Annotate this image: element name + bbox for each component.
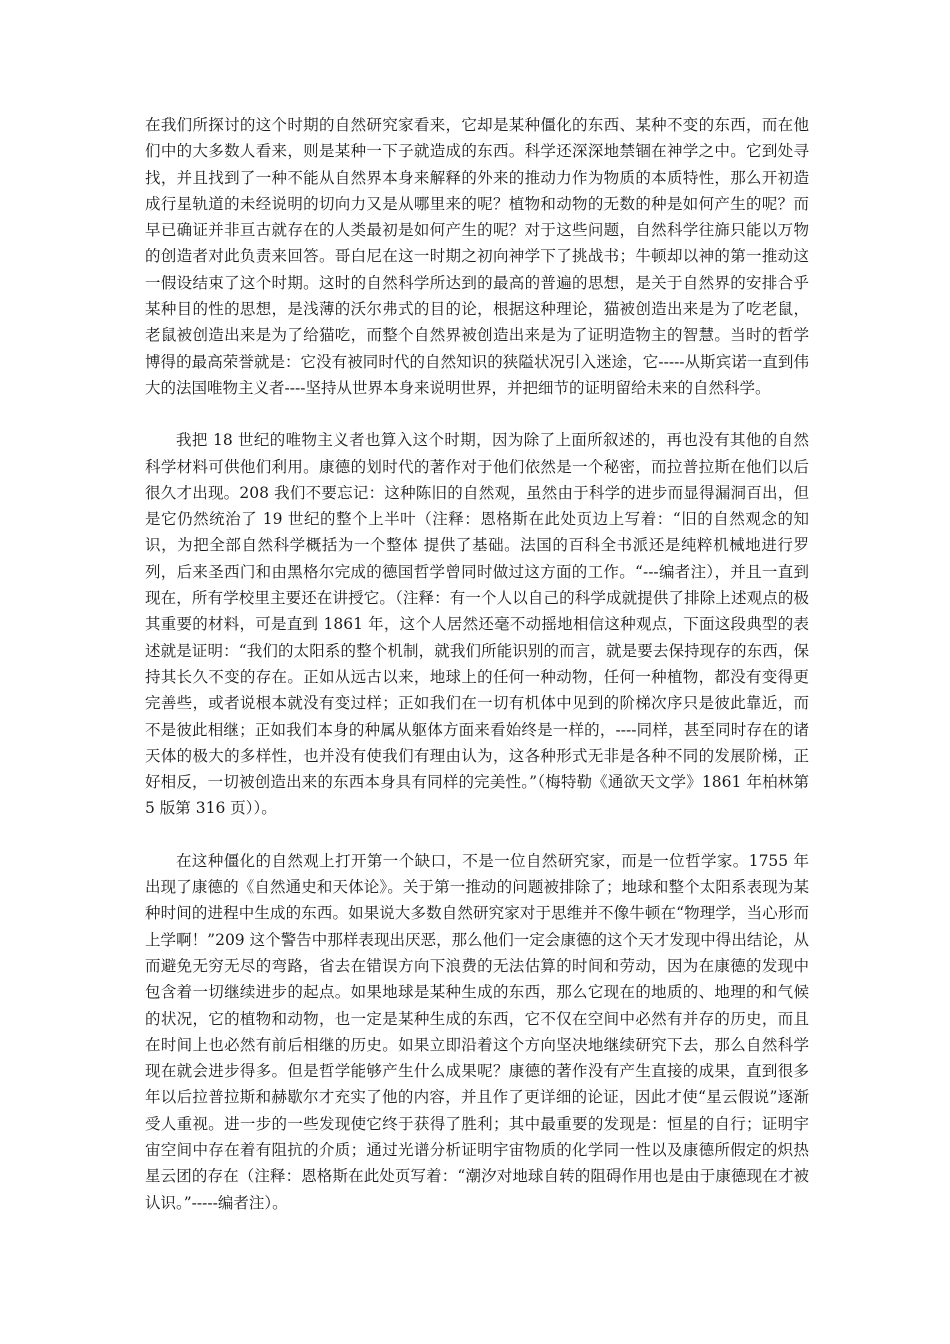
document-page xyxy=(145,112,809,1216)
paragraph-3: 在这种僵化的自然观上打开第一个缺口，不是一位自然研究家，而是一位哲学家。1755 年出现了康德的《自然通史和天体论》。关于第一推动的问题被排除了；地球和整个太阳系表现为某种时间的进程中生成的东西。如果说大多数自然研究家对于思维并不像牛顿在“物理学，当心形而上学啊！”209 这个警告中那样表现出厌恶，那么他们一定会康德的这个天才发现中得出结论，从而避免无穷无尽的弯路，省去在错误方向下浪费的无法估算的时间和劳动，因为在康德的发现中包含着一切继续进步的起点。如果地球是某种生成的东西，那么它现在的地质的、地理的和气候的状况，它的植物和动物，也一定是某种生成的东西，它不仅在空间中必然有并存的历史，而且在时间上也必然有前后相继的历史。如果立即沿着这个方向坚决地继续研究下去，那么自然科学现在就会进步得多。但是哲学能够产生什么成果呢？康德的著作没有产生直接的成果，直到很多年以后拉普拉斯和赫歇尔才充实了他的内容，并且作了更详细的论证，因此才使“星云假说”逐渐受人重视。进一步的一些发现使它终于获得了胜利；其中最重要的发现是：恒星的自行；证明宇宙空间中存在着有阻抗的介质；通过光谱分析证明宇宙物质的化学同一性以及康德所假定的炽热星云团的存在（注释：恩格斯在此处页写着：“潮汐对地球自转的阻碍作用也是由于康德现在才被认识。”-----编者注）。 xyxy=(145,851,809,1212)
paragraph-1: 在我们所探讨的这个时期的自然研究家看来，它却是某种僵化的东西、某种不变的东西，而在他们中的大多数人看来，则是某种一下子就造成的东西。科学还深深地禁锢在神学之中。它到处寻找，并且找到了一种不能从自然界本身来解释的外来的推动力作为物质的本质特性，那么开初造成行星轨道的未经说明的切向力又是从哪里来的呢？植物和动物的无数的种是如何产生的呢？而早已确证并非亘古就存在的人类最初是如何产生的呢？对于这些问题，自然科学往旆只能以万物的创造者对此负责来回答。哥白尼在这一时期之初向神学下了挑战书；牛顿却以神的第一推动这一假设结束了这个时期。这时的自然科学所达到的最高的普遍的思想，是关于自然界的安排合乎某种目的性的思想，是浅薄的沃尔弗式的目的论，根据这种理论，猫被创造出来是为了吃老鼠，老鼠被创造出来是为了给猫吃，而整个自然界被创造出来是为了证明造物主的智慧。当时的哲学博得的最高荣誉就是：它没有被同时代的自然知识的狭隘状况引入迷途，它-----从斯宾诺一直到伟大的法国唯物主义者----坚持从世界本身来说明世界，并把细节的证明留给未来的自然科学。 xyxy=(145,116,809,397)
paragraph-2: 我把 18 世纪的唯物主义者也算入这个时期，因为除了上面所叙述的，再也没有其他的自然科学材料可供他们利用。康德的划时代的著作对于他们依然是一个秘密，而拉普拉斯在他们以后很久才出现。208 我们不要忘记：这种陈旧的自然观，虽然由于科学的进步而显得漏洞百出，但是它仍然统治了 19 世纪的整个上半叶（注释：恩格斯在此处页边上写着：“旧的自然观念的知识，为把全部自然科学概括为一个整体 提供了基础。法国的百科全书派还是纯粹机械地进行罗列，后来圣西门和由黑格尔完成的德国哲学曾同时做过这方面的工作。“---编者注），并且一直到现在，所有学校里主要还在讲授它。（注释：有一个人以自己的科学成就提供了排除上述观点的极其重要的材料，可是直到 1861 年，这个人居然还毫不动摇地相信这种观点，下面这段典型的表述就是证明：“我们的太阳系的整个机制，就我们所能识别的而言，就是要去保持现存的东西，保持其长久不变的存在。正如从远古以来，地球上的任何一种动物，任何一种植物，都没有变得更完善些，或者说根本就没有变过样；正如我们在一切有机体中见到的阶梯次序只是彼此靠近，而不是彼此相继；正如我们本身的种属从躯体方面来看始终是一样的，----同样，甚至同时存在的诸天体的极大的多样性，也并没有使我们有理由认为，这各种形式无非是各种不同的发展阶梯，正好相反，一切被创造出来的东西本身具有同样的完美性。”（梅特勒《通欲天文学》1861 年柏林第 5 版第 316 页））。 xyxy=(145,431,809,818)
